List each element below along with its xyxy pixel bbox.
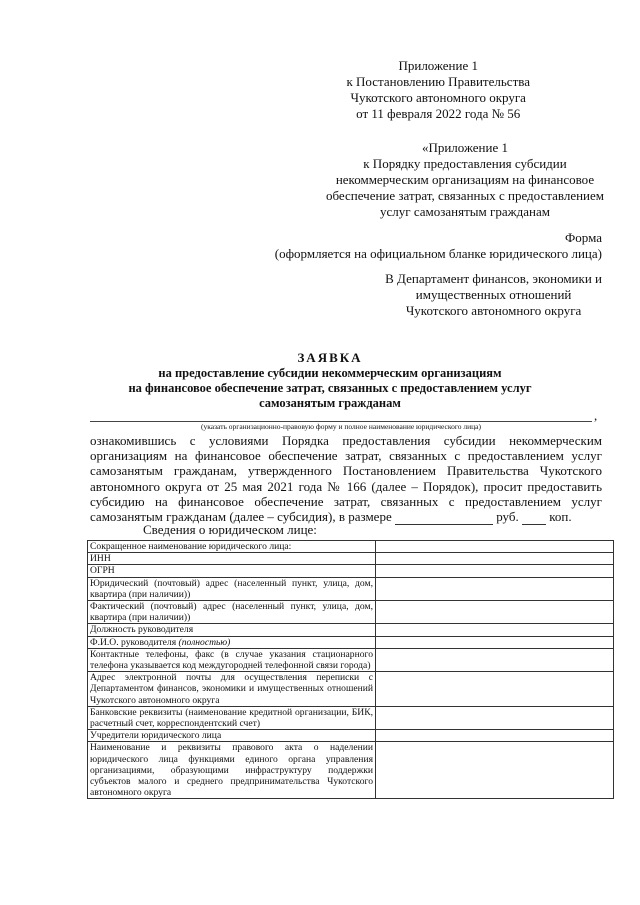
table-row [88, 730, 614, 742]
table-row [88, 565, 614, 577]
row-value-cell[interactable] [376, 601, 614, 624]
appendix-procedure-header [326, 140, 604, 220]
table-row [88, 577, 614, 600]
appendix-procedure-line: услуг самозанятым гражданам [380, 204, 550, 219]
row-label: Сокращенное наименование юридического лица: [88, 541, 376, 553]
appendix-1-line: от 11 февраля 2022 года № 56 [356, 106, 521, 121]
title-line: на финансовое обеспечение затрат, связанных с предоставлением услуг [128, 381, 532, 395]
legal-entity-subheading: Сведения о юридическом лице: [143, 522, 317, 537]
document-title [60, 350, 600, 411]
row-label-with-note [88, 636, 376, 648]
table-row [88, 601, 614, 624]
row-value-cell[interactable] [376, 742, 614, 799]
row-value-cell[interactable] [376, 730, 614, 742]
rub-label: руб. [496, 509, 519, 525]
table-row [88, 624, 614, 636]
row-label: Учредители юридического лица [88, 730, 376, 742]
row-value-cell[interactable] [376, 541, 614, 553]
appendix-1-line: Чукотского автономного округа [350, 90, 526, 105]
table-row [88, 648, 614, 671]
title-line: на предоставление субсидии некоммерческим организациям [158, 366, 502, 380]
addressee-line: имущественных отношений [415, 287, 572, 302]
row-label: Адрес электронной почты для осуществления переписки с Департаментом финансов, экономики и имущественных отношений Чукотского автономного округа [88, 672, 376, 707]
appendix-procedure-line: к Порядку предоставления субсидии [363, 156, 567, 171]
form-note: (оформляется на официальном бланке юридического лица) [274, 246, 602, 261]
addressee-line: Чукотского автономного округа [405, 303, 582, 318]
appendix-procedure-line: «Приложение 1 [421, 140, 508, 155]
legal-entity-table [87, 540, 614, 799]
row-label: ИНН [88, 553, 376, 565]
amount-kop-field[interactable] [522, 509, 546, 525]
body-paragraph [90, 433, 602, 525]
table-row [88, 636, 614, 648]
table-row [88, 553, 614, 565]
row-label: Фактический (почтовый) адрес (населенный пункт, улица, дом, квартира (при наличии)) [88, 601, 376, 624]
row-label: ОГРН [88, 565, 376, 577]
appendix-1-line: к Постановлению Правительства [346, 74, 530, 89]
appendix-1-line: Приложение 1 [398, 58, 478, 73]
form-label: Форма [565, 230, 602, 245]
row-label: Наименование и реквизиты правового акта о наделении юридического лица функциями единого органа управления организациями, образующими инфраструктуру поддержки субъектов малого и среднего предпринимательства Чукотского автономного округа [88, 742, 376, 799]
table-row [88, 672, 614, 707]
table-row [88, 706, 614, 729]
title-main: ЗАЯВКА [297, 350, 363, 365]
row-value-cell[interactable] [376, 553, 614, 565]
table-row [88, 742, 614, 799]
appendix-procedure-line: обеспечение затрат, связанных с предоставлением [325, 188, 604, 203]
amount-rub-field[interactable] [395, 509, 493, 525]
row-value-cell[interactable] [376, 672, 614, 707]
addressee-block [385, 271, 602, 319]
body-text: ознакомившись с условиями Порядка предоставления субсидии некоммерческим организациям на финансовое обеспечение затрат, связанных с предоставлением услуг самозанятым гражданам, утвержденного Постановлением Правительства Чукотского автономного округа от 25 мая 2021 года № 166 (далее – Порядок), просит предоставить субсидию на финансовое обеспечение затрат, связанных с предоставлением услуг самозанятым гражданам (далее – субсидия), в размере [90, 433, 602, 525]
row-label: Контактные телефоны, факс (в случае указания стационарного телефона указывается код междугородней телефонной связи города) [88, 648, 376, 671]
appendix-1-header [346, 58, 530, 122]
applicant-comma: , [594, 408, 598, 423]
row-value-cell[interactable] [376, 706, 614, 729]
row-label-text: Ф.И.О. руководителя [90, 636, 177, 648]
form-block [275, 230, 602, 262]
title-line: самозанятым гражданам [259, 396, 401, 410]
table-row [88, 541, 614, 553]
applicant-hint: (указать организационно-правовую форму и полное наименование юридического лица) [200, 422, 481, 431]
row-label: Банковские реквизиты (наименование кредитной организации, БИК, расчетный счет, корреспондентский счет) [88, 706, 376, 729]
kop-label: коп. [549, 509, 572, 525]
row-value-cell[interactable] [376, 648, 614, 671]
row-label: Юридический (почтовый) адрес (населенный пункт, улица, дом, квартира (при наличии)) [88, 577, 376, 600]
row-value-cell[interactable] [376, 565, 614, 577]
row-value-cell[interactable] [376, 577, 614, 600]
appendix-procedure-line: некоммерческим организациям на финансовое [335, 172, 595, 187]
row-value-cell[interactable] [376, 624, 614, 636]
row-value-cell[interactable] [376, 636, 614, 648]
row-label: Должность руководителя [88, 624, 376, 636]
addressee-line: В Департамент финансов, экономики и [385, 271, 602, 286]
row-label-note: (полностью) [178, 636, 231, 648]
